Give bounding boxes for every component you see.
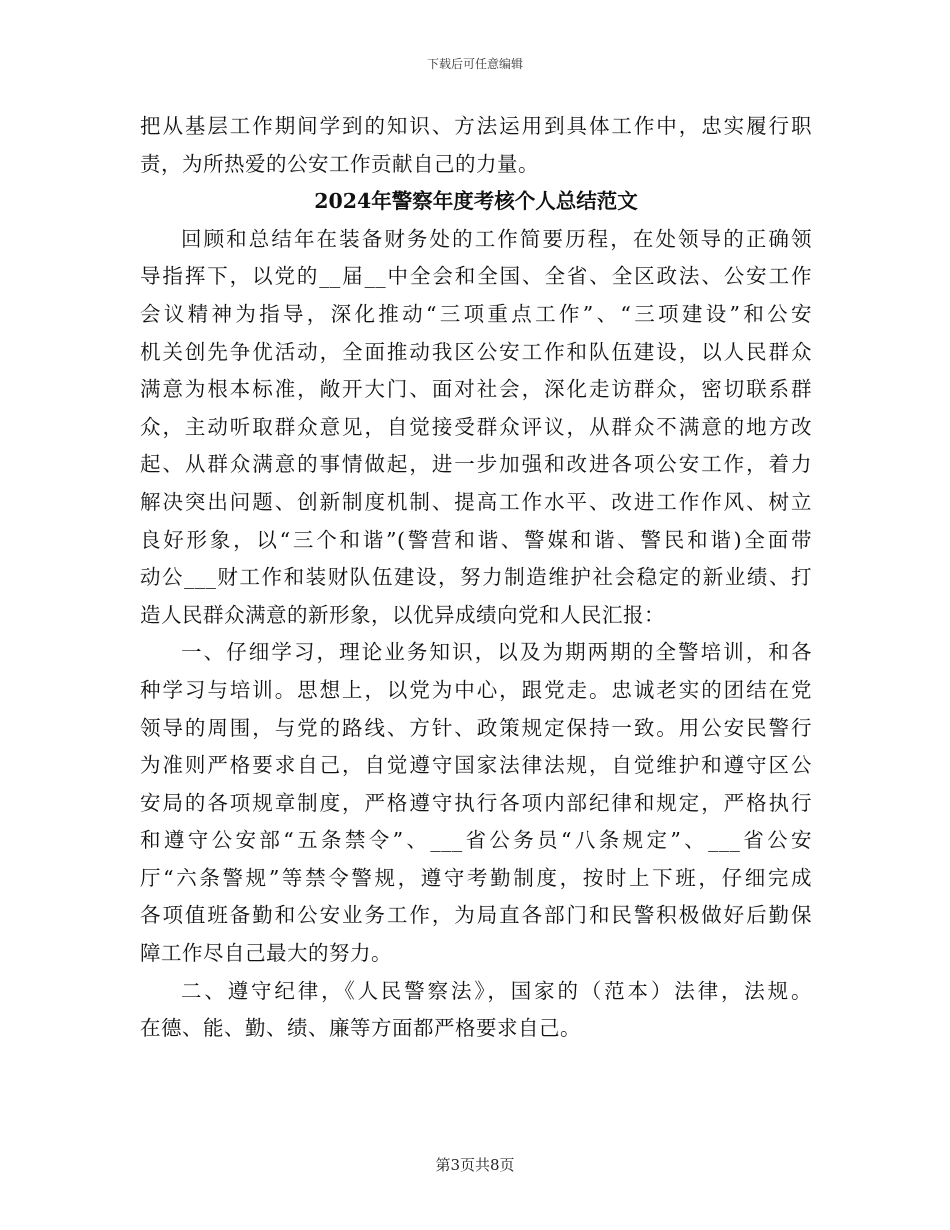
document-body <box>140 108 812 1048</box>
body-line: 回顾和总结年在装备财务处的工作简要历程，在处领导的正确领 <box>181 226 812 251</box>
body-line: 导指挥下，以党的__届__中全会和全国、全省、全区政法、公安工作 <box>140 264 812 289</box>
body-line: 会议精神为指导，深化推动“三项重点工作”、“三项建设”和公安 <box>140 301 812 326</box>
body-line: 起、从群众满意的事情做起，进一步加强和改进各项公安工作，着力 <box>140 452 812 477</box>
body-line: 在德、能、勤、绩、廉等方面都严格要求自己。 <box>140 1016 581 1041</box>
body-line: 为准则严格要求自己，自觉遵守国家法律法规，自觉维护和遵守区公 <box>140 753 812 778</box>
body-line: 安局的各项规章制度，严格遵守执行各项内部纪律和规定，严格执行 <box>140 790 812 815</box>
page-header-note: 下载后可任意编辑 <box>426 57 523 71</box>
body-line: 解决突出问题、创新制度机制、提高工作水平、改进工作作风、树立 <box>140 489 812 514</box>
body-line: 障工作尽自己最大的努力。 <box>140 941 392 966</box>
body-line: 一、仔细学习，理论业务知识，以及为期两期的全警培训，和各 <box>181 640 812 665</box>
body-line: 把从基层工作期间学到的知识、方法运用到具体工作中，忠实履行职 <box>140 114 812 138</box>
body-line: 良好形象，以“三个和谐”(警营和谐、警媒和谐、警民和谐)全面带 <box>140 527 812 552</box>
paragraph-discipline <box>140 973 812 1048</box>
body-line: 机关创先争优活动，全面推动我区公安工作和队伍建设，以人民群众 <box>140 339 812 364</box>
body-line: 厅“六条警规”等禁令警规，遵守考勤制度，按时上下班，仔细完成 <box>140 865 812 890</box>
body-line: 造人民群众满意的新形象，以优异成绩向党和人民汇报： <box>140 602 665 627</box>
body-line: 众，主动听取群众意见，自觉接受群众评议，从群众不满意的地方改 <box>140 414 812 439</box>
body-line: 动公___财工作和装财队伍建设，努力制造维护社会稳定的新业绩、打 <box>140 565 812 590</box>
body-line: 满意为根本标准，敞开大门、面对社会，深化走访群众，密切联系群 <box>140 377 812 402</box>
body-line: 责，为所热爱的公安工作贡献自己的力量。 <box>140 151 539 176</box>
body-line: 二、遵守纪律，《人民警察法》，国家的（范本）法律，法规。 <box>181 978 812 1003</box>
paragraph-study <box>140 634 812 972</box>
body-line: 种学习与培训。思想上，以党为中心，跟党走。忠诚老实的团结在党 <box>140 677 812 702</box>
document-title: 2024年警察年度考核个人总结范文 <box>314 189 638 214</box>
page-number: 第3页共8页 <box>435 1156 515 1174</box>
body-line: 和遵守公安部“五条禁令”、___省公务员“八条规定”、___省公安 <box>140 828 812 853</box>
body-line: 领导的周围，与党的路线、方针、政策规定保持一致。用公安民警行 <box>140 715 812 740</box>
paragraph-review <box>140 221 812 635</box>
body-line: 各项值班备勤和公安业务工作，为局直各部门和民警积极做好后勤保 <box>140 903 812 928</box>
